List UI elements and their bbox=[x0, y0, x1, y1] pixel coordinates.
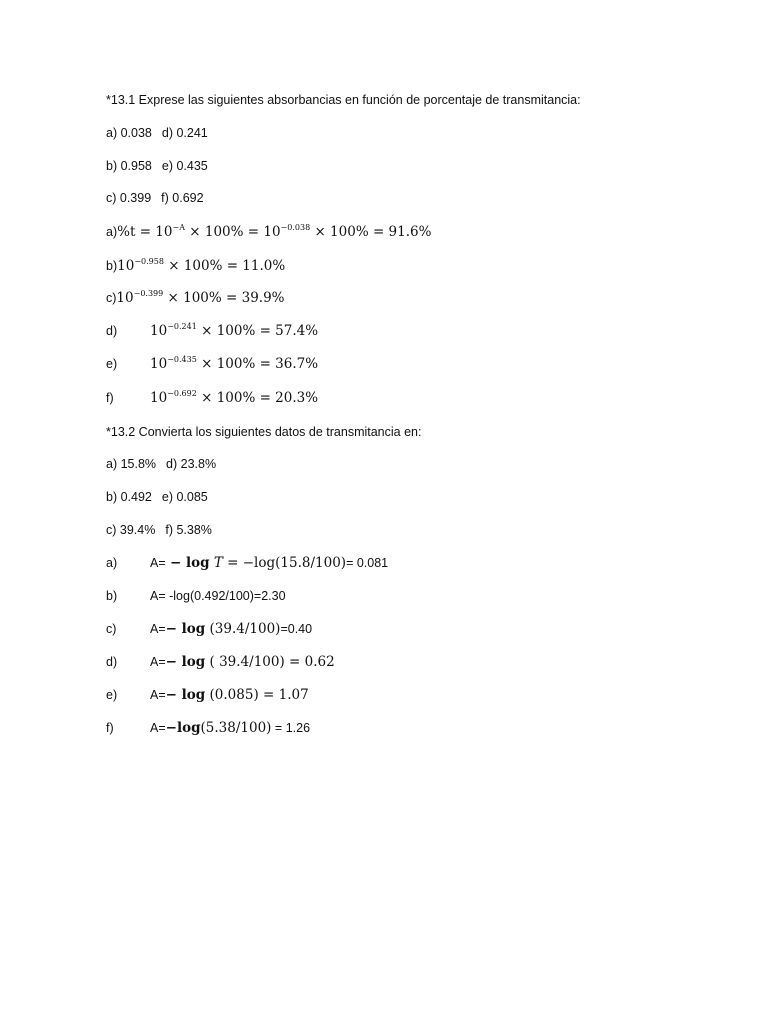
expression-prefix: A= bbox=[150, 655, 166, 669]
solution-label: c) bbox=[106, 291, 117, 305]
power-base: 10 bbox=[150, 390, 168, 406]
expression: − log bbox=[169, 555, 210, 571]
solution-label: b) bbox=[106, 589, 118, 603]
result: × 100% = 39.9% bbox=[167, 290, 285, 306]
expression: − log bbox=[165, 621, 206, 637]
expression-prefix: A= bbox=[150, 721, 166, 735]
solution-label: f) bbox=[106, 391, 114, 405]
exponent: −0.435 bbox=[167, 355, 197, 364]
expression: (5.38/100) bbox=[200, 720, 272, 736]
result: = 1.26 bbox=[271, 721, 311, 735]
answer-c bbox=[106, 620, 312, 638]
equals-sign: = bbox=[139, 224, 151, 240]
data-row-3 bbox=[106, 189, 204, 207]
expression: A= -log(0.492/100)=2.30 bbox=[150, 589, 286, 603]
answer-f bbox=[106, 719, 310, 737]
answer-e bbox=[106, 686, 309, 704]
result: × 100% = 57.4% bbox=[201, 323, 319, 339]
data-item-f: f) 5.38% bbox=[165, 523, 212, 537]
solution-label: a) bbox=[106, 556, 118, 570]
data-item-a: a) 15.8% bbox=[106, 457, 157, 471]
solution-label: e) bbox=[106, 357, 118, 371]
solution-label: d) bbox=[106, 655, 118, 669]
power-base: 10 bbox=[116, 290, 134, 306]
solution-label: b) bbox=[106, 259, 118, 273]
result: (0.085) = 1.07 bbox=[209, 687, 309, 703]
data-row-1 bbox=[106, 124, 208, 142]
result: × 100% = 91.6% bbox=[314, 224, 432, 240]
expression: = −log(15.8/100) bbox=[227, 555, 347, 571]
data-item-c: c) 0.399 bbox=[106, 191, 152, 205]
problem-13-2-heading: *13.2 Convierta los siguientes datos de transmitancia en: bbox=[106, 425, 422, 439]
percent-t-symbol: %t bbox=[117, 224, 136, 240]
solution-f bbox=[106, 389, 318, 407]
result: × 100% = 36.7% bbox=[201, 356, 319, 372]
result: = 0.081 bbox=[346, 556, 389, 570]
data-row-1 bbox=[106, 455, 216, 473]
data-item-f: f) 0.692 bbox=[161, 191, 204, 205]
solution-label: e) bbox=[106, 688, 118, 702]
result: × 100% = 20.3% bbox=[201, 390, 319, 406]
data-item-b: b) 0.492 bbox=[106, 490, 152, 504]
data-row-2 bbox=[106, 488, 208, 506]
expression: × 100% = 10 bbox=[189, 224, 281, 240]
result: × 100% = 11.0% bbox=[168, 258, 286, 274]
exponent: −0.692 bbox=[167, 389, 197, 398]
answer-b bbox=[106, 587, 286, 605]
exponent: −A bbox=[172, 223, 185, 232]
power-base: 10 bbox=[155, 224, 173, 240]
data-item-a: a) 0.038 bbox=[106, 126, 152, 140]
data-row-3 bbox=[106, 521, 212, 539]
solution-label: f) bbox=[106, 721, 114, 735]
expression-prefix: A= bbox=[150, 688, 166, 702]
answer-d bbox=[106, 653, 335, 671]
expression-prefix: A= bbox=[150, 556, 166, 570]
power-base: 10 bbox=[117, 258, 135, 274]
data-item-b: b) 0.958 bbox=[106, 159, 152, 173]
exponent: −0.399 bbox=[133, 289, 164, 298]
power-base: 10 bbox=[150, 323, 168, 339]
expression-prefix: A= bbox=[150, 622, 166, 636]
answer-a bbox=[106, 554, 388, 572]
solution-label: c) bbox=[106, 622, 117, 636]
expression: − log bbox=[165, 687, 206, 703]
exponent: −0.038 bbox=[280, 223, 311, 232]
result: =0.40 bbox=[280, 622, 313, 636]
data-item-e: e) 0.435 bbox=[161, 159, 208, 173]
data-item-d: d) 0.241 bbox=[161, 126, 208, 140]
data-item-e: e) 0.085 bbox=[161, 490, 208, 504]
solution-c bbox=[106, 289, 285, 307]
solution-b bbox=[106, 257, 285, 275]
solution-d bbox=[106, 322, 318, 340]
expression: T bbox=[213, 555, 223, 571]
data-item-c: c) 39.4% bbox=[106, 523, 156, 537]
exponent: −0.241 bbox=[167, 322, 197, 331]
exponent: −0.958 bbox=[134, 257, 164, 266]
solution-a bbox=[106, 223, 431, 241]
power-base: 10 bbox=[150, 356, 168, 372]
expression: −log bbox=[165, 720, 201, 736]
solution-label: d) bbox=[106, 324, 118, 338]
data-item-d: d) 23.8% bbox=[166, 457, 217, 471]
problem-13-1-heading: *13.1 Exprese las siguientes absorbancias en función de porcentaje de transmitancia: bbox=[106, 93, 581, 107]
expression: (39.4/100) bbox=[209, 621, 281, 637]
solution-e bbox=[106, 355, 318, 373]
data-row-2 bbox=[106, 157, 208, 175]
expression: − log bbox=[165, 654, 206, 670]
solution-label: a) bbox=[106, 225, 118, 239]
result: ( 39.4/100) = 0.62 bbox=[209, 654, 335, 670]
